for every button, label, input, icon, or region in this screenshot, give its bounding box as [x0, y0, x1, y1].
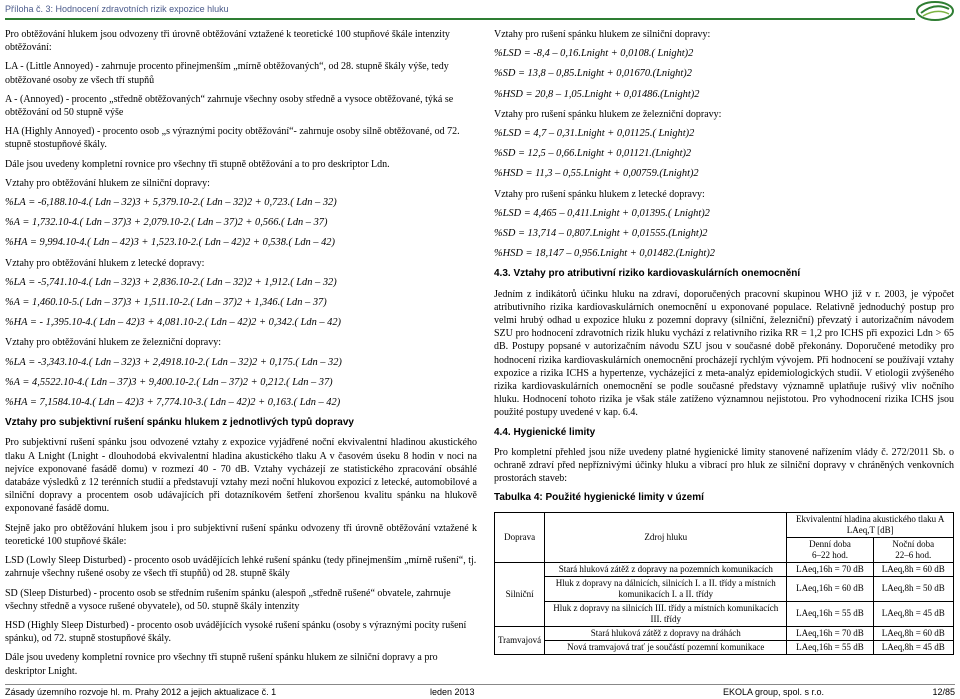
air-eq-a: %A = 1,460.10-5.( Ldn – 37)3 + 1,511.10-2.( Ldn – 37)2 + 1,346.( Ldn – 37): [5, 297, 327, 309]
right-column: [494, 28, 954, 655]
rail-eq-la: %LA = -3,343.10-4.( Ldn – 32)3 + 2,4918.10-2.( Ldn – 32)2 + 0,175.( Ldn – 32): [5, 356, 342, 368]
road-eq-hsd: %HSD = 20,8 – 1,05.Lnight + 0,01486.(Lnight)2: [494, 88, 700, 100]
th-source: Zdroj hluku: [545, 512, 787, 562]
th-day: Denní doba 6–22 hod.: [787, 537, 873, 562]
footer-page-number: 12/85: [932, 687, 955, 697]
air-eq-la: %LA = -5,741.10-4.( Ldn – 32)3 + 2,836.10-2.( Ldn – 32)2 + 1,912.( Ldn – 32): [5, 276, 337, 288]
section-4-4-heading: 4.4. Hygienické limity: [494, 426, 596, 438]
table-row: Tramvajová Stará hluková zátěž z dopravy na dráhách LAeq,16h = 70 dB LAeq,8h = 60 dB: [495, 626, 954, 640]
footer-company: EKOLA group, spol. s r.o.: [723, 687, 825, 697]
a-definition: A - (Annoyed) - procento „středně obtěžovaných“ zahrnuje všechny osoby středně a vysoce obtěžované, týká se obtěžování od 50 stupně výše: [5, 93, 454, 119]
footer-date: leden 2013: [430, 687, 475, 697]
air-eq-lsd: %LSD = 4,465 – 0,411.Lnight + 0,01395.( Lnight)2: [494, 207, 710, 219]
air-eq-sd: %SD = 13,714 – 0,807.Lnight + 0,01555.(Lnight)2: [494, 228, 708, 240]
table-caption: Tabulka 4: Použité hygienické limity v území: [494, 492, 704, 504]
page-footer: [5, 684, 955, 699]
sleep-equations-intro: Dále jsou uvedeny kompletní rovnice pro všechny tři stupně rušení spánku hlukem ze silniční dopravy a pro deskriptor Lnight.: [5, 652, 438, 677]
th-transport: Doprava: [495, 512, 545, 562]
sleep-disturbance-heading: Vztahy pro subjektivní rušení spánku hlukem z jednotlivých typů dopravy: [5, 417, 354, 429]
sleep-intro-paragraph: Pro subjektivní rušení spánku jsou odvozené vztahy z expozice vyjádřené noční ekvivalentní hladinou akustického tlaku A Lnight (Lnight - dlouhodobá ekvivalentní hladina akustického tlaku A v časovém úseku 8 hodin v noci na nejvíce exponované fasádě domu) v rozmezí 40 - 70 dB. Vztahy vycházejí ze statistického zpracování obsáhlé databáze výsledků z 12 terénních studií a představují vztahy mezi noční hlukovou expozicí z letecké, automobilové a silniční dopravy a procentem osob udávajících při dotazníkovém šetření zhoršenou kvalitu spánku na hlukově exponované fasádě domu.: [5, 437, 477, 515]
section-4-3-heading: 4.3. Vztahy pro atributivní riziko kardiovaskulárních onemocnění: [494, 268, 801, 280]
table-row: Silniční Stará hluková zátěž z dopravy na pozemních komunikacích LAeq,16h = 70 dB LAeq,8h = 60 dB: [495, 562, 954, 576]
table-row: Hluk z dopravy na dálnicích, silnicích I. a II. třídy a místních komunikacích I. a II. třídy LAeq,16h = 60 dB LAeq,8h = 50 dB: [495, 576, 954, 601]
rail-eq-lsd: %LSD = 4,7 – 0,31.Lnight + 0,01125.( Lnight)2: [494, 128, 695, 140]
air-annoyance-title: Vztahy pro obtěžování hlukem z letecké dopravy:: [5, 257, 205, 269]
air-sleep-title: Vztahy pro rušení spánku hlukem z letecké dopravy:: [494, 188, 705, 200]
section-4-4-text: Pro kompletní přehled jsou níže uvedeny platné hygienické limity stanovené nařízením vlády č. 272/2011 Sb. o ochraně zdraví před nepříznivými účinky hluku a vibrací pro hluk ze silniční dopravy v chráněných venkovních prostorách staveb:: [494, 446, 954, 485]
left-column: [5, 28, 477, 684]
rail-eq-a: %A = 4,5522.10-4.( Ldn – 37)3 + 9,400.10-2.( Ldn – 37)2 + 0,212.( Ldn – 37): [5, 376, 333, 388]
road-annoyance-title: Vztahy pro obtěžování hlukem ze silniční dopravy:: [5, 177, 210, 189]
footer-document-title: Zásady územního rozvoje hl. m. Prahy 2012 a jejich aktualizace č. 1: [5, 687, 277, 697]
air-eq-hsd: %HSD = 18,147 – 0,956.Lnight + 0,01482.(Lnight)2: [494, 248, 715, 260]
table-row: Hluk z dopravy na silnicích III. třídy a místních komunikacích III. třídy LAeq,16h = 55 dB LAeq,8h = 45 dB: [495, 601, 954, 626]
hsd-definition: HSD (Highly Sleep Disturbed) - procento osob uvádějících vysoké rušení spánku (osoby s výraznými pocity rušení spánku), od 72. stupně stostupňové škály.: [5, 619, 467, 645]
group-tram: Tramvajová: [495, 626, 545, 654]
road-eq-a: %A = 1,732.10-4.( Ldn – 37)3 + 2,079.10-2.( Ldn – 37)2 + 0,566.( Ldn – 37): [5, 217, 328, 229]
road-eq-sd: %SD = 13,8 – 0,85.Lnight + 0,01670.(Lnight)2: [494, 68, 692, 80]
sleep-levels-intro: Stejně jako pro obtěžování hlukem jsou i pro subjektivní rušení spánku odvozeny tři úrovně obtěžování vztažené k teoretické 100 stupňové škále:: [5, 522, 477, 547]
rail-annoyance-title: Vztahy pro obtěžování hlukem ze železniční dopravy:: [5, 337, 222, 349]
road-eq-la: %LA = -6,188.10-4.( Ldn – 32)3 + 5,379.10-2.( Ldn – 32)2 + 0,723.( Ldn – 32): [5, 197, 337, 209]
th-night: Noční doba 22–6 hod.: [873, 537, 953, 562]
road-sleep-title: Vztahy pro rušení spánku hlukem ze silniční dopravy:: [494, 29, 711, 40]
hygienic-limits-table: [494, 512, 954, 655]
section-4-3-text: Jedním z indikátorů účinku hluku na zdraví, doporučených pracovní skupinou WHO již v r. 2003, je výpočet atributivního rizika kardiovaskulárních onemocnění u exponované populace. Relativně jednoduchý postup pro velmi hrubý odhad u expozice hluku z pozemní dopravy (silniční, železniční) převzatý i autorizačním návodem SZU pro hodnocení zdravotních rizik hluku vychází z relativního rizika RR = 1,2 pro ICHS při expozici Ldn > 65 dB. Postupy popsané v autorizačním návodu SZU jsou v současné době překonány. Doporučené metodiky pro hodnocení rizika kardiovaskulárních onemocnění procházejí rychlým vývojem. Při hodnocení se používají vztahy expozice a rizika ICHS a hypertenze, vycházející z meta-analýz epidemiologických studií. V etiologii zvýšeného rizika kardiovaskulárních onemocnění se podle současné představy významně uplatňuje rušivý vliv nočního hluku. Hodnocení tohoto rizika je však stále zatíženo významnou nejistotou. Pro vyhodnocení rizika ICHS jsou použité postupy uvedené v kap. 6.4.: [494, 288, 954, 419]
ekola-logo-icon: [915, 0, 955, 22]
page-header: [5, 0, 955, 24]
group-road: Silniční: [495, 562, 545, 626]
ha-definition: HA (Highly Annoyed) - procento osob „s výraznými pocity obtěžování“- zahrnuje osoby silně obtěžované, od 72. stupně stostupňové škály.: [5, 126, 460, 151]
table-row: Nová tramvajová trať je součástí pozemní komunikace LAeq,16h = 55 dB LAeq,8h = 45 dB: [495, 640, 954, 654]
rail-sleep-title: Vztahy pro rušení spánku hlukem ze železniční dopravy:: [494, 108, 722, 120]
equations-intro: Dále jsou uvedeny kompletní rovnice pro všechny tři stupně obtěžování a to pro deskriptor Ldn.: [5, 158, 390, 170]
header-title: Příloha č. 3: Hodnocení zdravotních rizik expozice hluku: [5, 4, 229, 14]
header-divider: [5, 18, 915, 20]
road-eq-ha: %HA = 9,994.10-4.( Ldn – 42)3 + 1,523.10-2.( Ldn – 42)2 + 0,538.( Ldn – 42): [5, 237, 335, 249]
rail-eq-ha: %HA = 7,1584.10-4.( Ldn – 42)3 + 7,774.10-3.( Ldn – 42)2 + 0,163.( Ldn – 42): [5, 397, 341, 409]
air-eq-ha: %HA = - 1,395.10-4.( Ldn – 42)3 + 4,081.10-2.( Ldn – 42)2 + 0,342.( Ldn – 42): [5, 317, 342, 329]
la-definition: LA - (Little Annoyed) - zahrnuje procento přinejmenším „mírně obtěžovaných“, od 28. stupně škály výše, tedy obtěžované osoby ze všech tří stupňů: [5, 61, 449, 86]
sd-definition: SD (Sleep Disturbed) - procento osob se středním rušením spánku (alespoň „středně rušené“ obvatele, zahrnuje všechny středně a vysoce rušené obyvatele), od 50. stupně škály intenzity: [5, 587, 451, 612]
lsd-definition: LSD (Lowly Sleep Disturbed) - procento osob uvádějících lehké rušení spánku (tedy přinejmenším „mírně rušení“, tj. zahrnuje všechny rušené osoby ze všech tří stupňů) od 28. stupně škály: [5, 555, 477, 580]
th-level: Ekvivalentní hladina akustického tlaku A LAeq,T [dB]: [787, 512, 954, 537]
rail-eq-sd: %SD = 12,5 – 0,66.Lnight + 0,01121.(Lnight)2: [494, 148, 692, 160]
rail-eq-hsd: %HSD = 11,3 – 0,55.Lnight + 0,00759.(Lnight)2: [494, 168, 699, 180]
road-eq-lsd: %LSD = -8,4 – 0,16.Lnight + 0,0108.( Lnight)2: [494, 48, 694, 60]
intro-paragraph: Pro obtěžování hlukem jsou odvozeny tři úrovně obtěžování vztažené k teoretické 100 stupňové škále intenzity obtěžování:: [5, 29, 450, 54]
